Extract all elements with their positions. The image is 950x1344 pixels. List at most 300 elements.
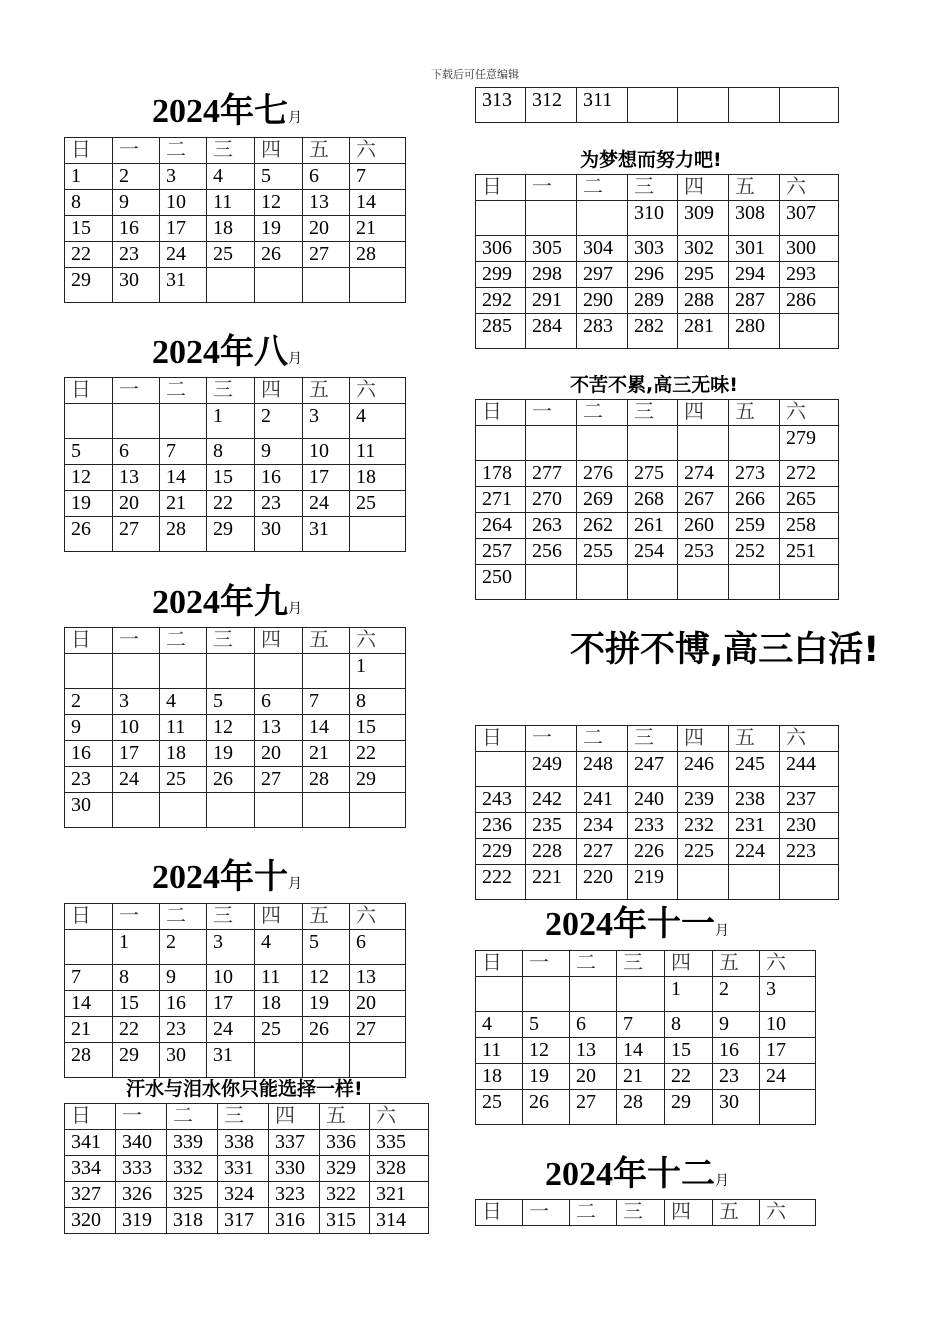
day-cell: 4 [350,404,406,439]
day-cell: 15 [113,991,160,1017]
countdown-table-249 [475,725,839,900]
day-cell: 294 [729,262,780,288]
weekday-cell: 一 [523,951,570,977]
day-cell: 16 [113,216,160,242]
weekday-cell: 四 [678,726,729,752]
day-cell: 264 [476,513,526,539]
day-cell: 236 [476,813,526,839]
calendar-september [64,627,406,828]
day-cell: 19 [255,216,303,242]
month-suffix: 月 [715,924,729,939]
weekday-cell: 六 [350,138,406,164]
day-cell: 251 [780,539,839,565]
calendar-week-row [476,461,839,487]
day-cell: 21 [350,216,406,242]
day-cell: 15 [207,465,255,491]
day-cell: 23 [255,491,303,517]
day-cell: 15 [65,216,113,242]
weekday-cell: 三 [617,951,665,977]
calendar-week-row [476,487,839,513]
day-cell: 13 [303,190,350,216]
day-cell: 13 [255,715,303,741]
weekday-cell: 二 [160,378,207,404]
day-cell: 263 [526,513,577,539]
calendar-week-row [65,1182,429,1208]
day-cell: 27 [255,767,303,793]
day-cell: 5 [65,439,113,465]
day-cell: 27 [303,242,350,268]
day-cell: 306 [476,236,526,262]
day-cell: 284 [526,314,577,349]
slogan-fight: 不拼不博,高三白活! [570,630,880,670]
day-cell: 233 [628,813,678,839]
day-cell: 9 [65,715,113,741]
day-cell: 308 [729,201,780,236]
day-cell: 26 [523,1090,570,1125]
day-cell: 311 [577,88,628,123]
day-cell [65,930,113,965]
day-cell: 307 [780,201,839,236]
weekday-cell: 三 [207,904,255,930]
weekday-cell: 二 [577,400,628,426]
day-cell: 244 [780,752,839,787]
day-cell: 23 [160,1017,207,1043]
day-cell: 241 [577,787,628,813]
day-cell: 19 [303,991,350,1017]
day-cell: 271 [476,487,526,513]
day-cell: 27 [350,1017,406,1043]
day-cell: 260 [678,513,729,539]
day-cell: 222 [476,865,526,900]
day-cell: 3 [303,404,350,439]
slogan-sweat-tears: 汗水与泪水你只能选择一样! [126,1078,363,1100]
weekday-cell: 六 [370,1104,429,1130]
day-cell: 317 [218,1208,269,1234]
day-cell: 25 [207,242,255,268]
calendar-week-row [65,1043,406,1078]
day-cell [780,865,839,900]
day-cell: 280 [729,314,780,349]
day-cell: 4 [207,164,255,190]
weekday-cell: 一 [113,904,160,930]
day-cell: 28 [350,242,406,268]
calendar-week-row [65,767,406,793]
day-cell: 20 [350,991,406,1017]
day-cell: 24 [207,1017,255,1043]
weekday-header-row [65,1104,429,1130]
day-cell: 12 [207,715,255,741]
day-cell: 22 [207,491,255,517]
weekday-cell: 日 [65,904,113,930]
day-cell [350,1043,406,1078]
day-cell [523,977,570,1012]
day-cell [570,977,617,1012]
day-cell: 27 [570,1090,617,1125]
day-cell: 337 [269,1130,320,1156]
day-cell: 4 [160,689,207,715]
weekday-cell: 五 [729,175,780,201]
day-cell: 6 [350,930,406,965]
day-cell: 315 [320,1208,370,1234]
calendar-week-row [65,1017,406,1043]
month-title-text: 2024年十一 [545,906,715,943]
day-cell: 25 [160,767,207,793]
day-cell: 15 [665,1038,713,1064]
day-cell: 230 [780,813,839,839]
weekday-cell: 五 [713,951,760,977]
calendar-week-row [65,654,406,689]
day-cell: 31 [160,268,207,303]
calendar-week-row [476,262,839,288]
day-cell: 17 [207,991,255,1017]
day-cell: 26 [65,517,113,552]
weekday-cell: 五 [303,904,350,930]
day-cell: 7 [65,965,113,991]
weekday-cell: 四 [678,175,729,201]
day-cell: 24 [303,491,350,517]
day-cell: 305 [526,236,577,262]
day-cell [628,426,678,461]
month-title-september [152,583,302,630]
weekday-header-row [65,378,406,404]
calendar-week-row [476,513,839,539]
page-header: 下载后可任意编辑 [431,69,519,81]
day-cell: 22 [350,741,406,767]
day-cell: 318 [167,1208,218,1234]
day-cell: 16 [713,1038,760,1064]
day-cell [577,201,628,236]
day-cell: 334 [65,1156,116,1182]
weekday-cell: 日 [65,1104,116,1130]
day-cell: 323 [269,1182,320,1208]
day-cell: 25 [350,491,406,517]
calendar-week-row [65,517,406,552]
weekday-cell: 三 [628,175,678,201]
day-cell: 11 [476,1038,523,1064]
day-cell: 282 [628,314,678,349]
day-cell: 275 [628,461,678,487]
day-cell: 8 [207,439,255,465]
calendar-week-row [65,242,406,268]
weekday-cell: 六 [760,1200,816,1226]
day-cell: 287 [729,288,780,314]
day-cell: 240 [628,787,678,813]
day-cell: 31 [303,517,350,552]
day-cell [65,654,113,689]
day-cell [476,201,526,236]
day-cell: 18 [476,1064,523,1090]
day-cell: 10 [760,1012,816,1038]
day-cell: 293 [780,262,839,288]
day-cell [678,865,729,900]
month-title-text: 2024年九 [152,584,288,621]
day-cell: 14 [617,1038,665,1064]
day-cell [526,565,577,600]
weekday-header-row [476,175,839,201]
day-cell: 16 [160,991,207,1017]
day-cell: 31 [207,1043,255,1078]
day-cell [617,977,665,1012]
day-cell: 314 [370,1208,429,1234]
weekday-cell: 一 [526,400,577,426]
weekday-cell: 四 [255,378,303,404]
day-cell: 276 [577,461,628,487]
day-cell: 266 [729,487,780,513]
weekday-cell: 日 [476,726,526,752]
calendar-week-row [65,715,406,741]
calendar-week-row [476,752,839,787]
calendar-week-row [65,404,406,439]
day-cell: 223 [780,839,839,865]
day-cell: 338 [218,1130,269,1156]
day-cell: 319 [116,1208,167,1234]
day-cell: 14 [160,465,207,491]
weekday-header-row [476,1200,816,1226]
calendar-week-row [476,813,839,839]
day-cell: 250 [476,565,526,600]
day-cell: 7 [617,1012,665,1038]
weekday-cell: 三 [207,378,255,404]
weekday-cell: 三 [628,726,678,752]
weekday-header-row [65,138,406,164]
calendar-week-row [65,190,406,216]
calendar-week-row [65,164,406,190]
calendar-week-row [476,865,839,900]
day-cell: 7 [160,439,207,465]
day-cell: 11 [350,439,406,465]
calendar-november [475,950,816,1125]
day-cell: 229 [476,839,526,865]
day-cell: 249 [526,752,577,787]
day-cell: 239 [678,787,729,813]
day-cell: 254 [628,539,678,565]
day-cell: 9 [255,439,303,465]
day-cell [303,1043,350,1078]
day-cell: 14 [65,991,113,1017]
day-cell: 332 [167,1156,218,1182]
calendar-week-row [65,1208,429,1234]
day-cell: 21 [617,1064,665,1090]
day-cell: 19 [523,1064,570,1090]
day-cell: 27 [113,517,160,552]
calendar-week-row [476,88,839,123]
day-cell: 324 [218,1182,269,1208]
weekday-cell: 二 [167,1104,218,1130]
day-cell: 13 [113,465,160,491]
day-cell [255,793,303,828]
day-cell: 21 [160,491,207,517]
day-cell: 30 [113,268,160,303]
day-cell: 25 [476,1090,523,1125]
weekday-cell: 日 [476,1200,523,1226]
day-cell: 4 [255,930,303,965]
day-cell [255,1043,303,1078]
day-cell: 1 [65,164,113,190]
month-title-december [545,1155,729,1202]
day-cell: 29 [207,517,255,552]
calendar-week-row [65,965,406,991]
month-suffix: 月 [288,352,302,367]
day-cell [729,565,780,600]
day-cell [160,793,207,828]
day-cell: 326 [116,1182,167,1208]
day-cell: 17 [760,1038,816,1064]
calendar-week-row [476,539,839,565]
weekday-cell: 五 [303,378,350,404]
day-cell: 224 [729,839,780,865]
day-cell: 298 [526,262,577,288]
day-cell: 12 [523,1038,570,1064]
day-cell [526,426,577,461]
day-cell: 331 [218,1156,269,1182]
calendar-week-row [476,1038,816,1064]
day-cell: 16 [255,465,303,491]
day-cell: 274 [678,461,729,487]
day-cell [255,268,303,303]
weekday-header-row [65,904,406,930]
day-cell: 1 [113,930,160,965]
weekday-cell: 四 [269,1104,320,1130]
day-cell: 18 [160,741,207,767]
day-cell [780,314,839,349]
day-cell: 19 [65,491,113,517]
day-cell: 303 [628,236,678,262]
day-cell: 6 [303,164,350,190]
day-cell: 15 [350,715,406,741]
day-cell: 8 [350,689,406,715]
weekday-header-row [476,951,816,977]
countdown-table-310 [475,174,839,349]
day-cell: 297 [577,262,628,288]
weekday-cell: 一 [113,378,160,404]
weekday-cell: 六 [760,951,816,977]
month-title-november [545,905,729,952]
weekday-cell: 二 [577,726,628,752]
slogan-senior-year-flavor: 不苦不累,高三无味! [570,374,738,396]
weekday-cell: 日 [65,378,113,404]
day-cell: 296 [628,262,678,288]
day-cell: 289 [628,288,678,314]
calendar-week-row [65,216,406,242]
day-cell: 262 [577,513,628,539]
day-cell [780,565,839,600]
day-cell: 237 [780,787,839,813]
calendar-week-row [65,991,406,1017]
day-cell: 9 [713,1012,760,1038]
calendar-week-row [476,288,839,314]
day-cell: 242 [526,787,577,813]
day-cell: 12 [255,190,303,216]
day-cell: 268 [628,487,678,513]
calendar-july [64,137,406,303]
day-cell: 17 [160,216,207,242]
day-cell: 220 [577,865,628,900]
day-cell: 246 [678,752,729,787]
day-cell: 10 [303,439,350,465]
weekday-cell: 一 [113,628,160,654]
weekday-cell: 四 [255,138,303,164]
day-cell: 6 [570,1012,617,1038]
weekday-cell: 六 [350,904,406,930]
day-cell: 257 [476,539,526,565]
weekday-cell: 一 [113,138,160,164]
weekday-header-row [476,726,839,752]
day-cell: 23 [65,767,113,793]
day-cell [678,88,729,123]
weekday-cell: 六 [780,726,839,752]
day-cell: 14 [350,190,406,216]
day-cell: 285 [476,314,526,349]
day-cell: 234 [577,813,628,839]
day-cell: 225 [678,839,729,865]
day-cell: 8 [113,965,160,991]
calendar-week-row [476,1012,816,1038]
calendar-week-row [65,793,406,828]
day-cell: 301 [729,236,780,262]
day-cell [350,517,406,552]
calendar-august [64,377,406,552]
day-cell: 330 [269,1156,320,1182]
day-cell: 12 [303,965,350,991]
day-cell: 292 [476,288,526,314]
day-cell: 5 [207,689,255,715]
day-cell: 17 [113,741,160,767]
weekday-cell: 三 [617,1200,665,1226]
day-cell [678,426,729,461]
day-cell: 2 [713,977,760,1012]
day-cell: 228 [526,839,577,865]
countdown-table-313 [475,87,839,123]
day-cell [113,654,160,689]
day-cell: 23 [113,242,160,268]
day-cell: 21 [303,741,350,767]
weekday-cell: 三 [207,628,255,654]
day-cell: 325 [167,1182,218,1208]
calendar-october [64,903,406,1078]
calendar-week-row [476,314,839,349]
day-cell: 4 [476,1012,523,1038]
day-cell: 28 [303,767,350,793]
day-cell [476,977,523,1012]
calendar-week-row [476,426,839,461]
day-cell: 1 [665,977,713,1012]
day-cell: 309 [678,201,729,236]
day-cell: 273 [729,461,780,487]
day-cell: 30 [65,793,113,828]
day-cell: 322 [320,1182,370,1208]
day-cell: 5 [523,1012,570,1038]
day-cell: 22 [113,1017,160,1043]
countdown-table-341 [64,1103,429,1234]
day-cell: 16 [65,741,113,767]
day-cell: 3 [760,977,816,1012]
day-cell: 2 [113,164,160,190]
day-cell [628,565,678,600]
weekday-cell: 三 [218,1104,269,1130]
day-cell: 288 [678,288,729,314]
day-cell: 21 [65,1017,113,1043]
day-cell: 5 [255,164,303,190]
day-cell: 9 [113,190,160,216]
calendar-week-row [476,839,839,865]
day-cell: 18 [255,991,303,1017]
weekday-cell: 六 [350,378,406,404]
day-cell: 13 [570,1038,617,1064]
day-cell [729,865,780,900]
calendar-week-row [476,787,839,813]
day-cell: 339 [167,1130,218,1156]
day-cell [207,268,255,303]
